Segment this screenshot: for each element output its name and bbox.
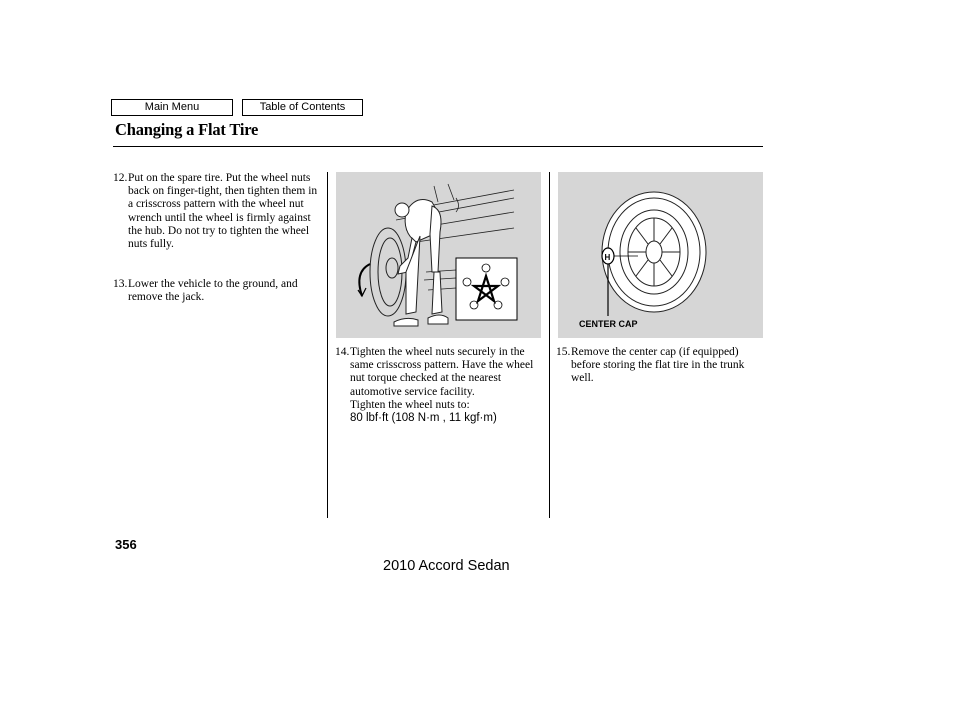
step-15 — [556, 346, 756, 386]
main-menu-button[interactable]: Main Menu — [111, 99, 233, 116]
person-tightening-nuts-illustration — [336, 172, 541, 338]
column-divider-1 — [327, 172, 328, 518]
torque-spec: 80 lbf·ft (108 N·m , 11 kgf·m) — [350, 412, 497, 425]
step-text: Put on the spare tire. Put the wheel nuts back on finger-tight, then tighten them in a crisscross pattern with the wheel nut wrench until the wheel is firmly against the hub. Do not try to tighten the wheel nuts fully. — [128, 172, 318, 251]
step-14 — [335, 346, 545, 425]
step-number: 14. — [335, 346, 350, 358]
wheel-center-cap-illustration — [558, 172, 763, 338]
svg-text:H: H — [604, 253, 611, 262]
step-number: 15. — [556, 346, 571, 358]
step-number: 13. — [113, 278, 128, 290]
page-title: Changing a Flat Tire — [115, 120, 259, 139]
column-divider-2 — [549, 172, 550, 518]
title-divider — [113, 146, 763, 147]
step-number: 12. — [113, 172, 128, 184]
center-cap-label: CENTER CAP — [579, 319, 638, 329]
figure-center-cap — [558, 172, 763, 338]
page-number: 356 — [115, 537, 137, 552]
torque-intro: Tighten the wheel nuts to: — [350, 398, 470, 411]
footer-model: 2010 Accord Sedan — [383, 558, 510, 574]
step-13 — [113, 278, 321, 304]
table-of-contents-button[interactable]: Table of Contents — [242, 99, 363, 116]
step-text: Remove the center cap (if equipped) before storing the flat tire in the trunk well. — [571, 346, 745, 385]
step-text: Tighten the wheel nuts securely in the same crisscross pattern. Have the wheel nut torque checked at the nearest automotive service facility. — [350, 346, 534, 398]
figure-tightening-nuts — [336, 172, 541, 338]
step-text: Lower the vehicle to the ground, and remove the jack. — [128, 278, 298, 304]
step-12 — [113, 172, 321, 251]
